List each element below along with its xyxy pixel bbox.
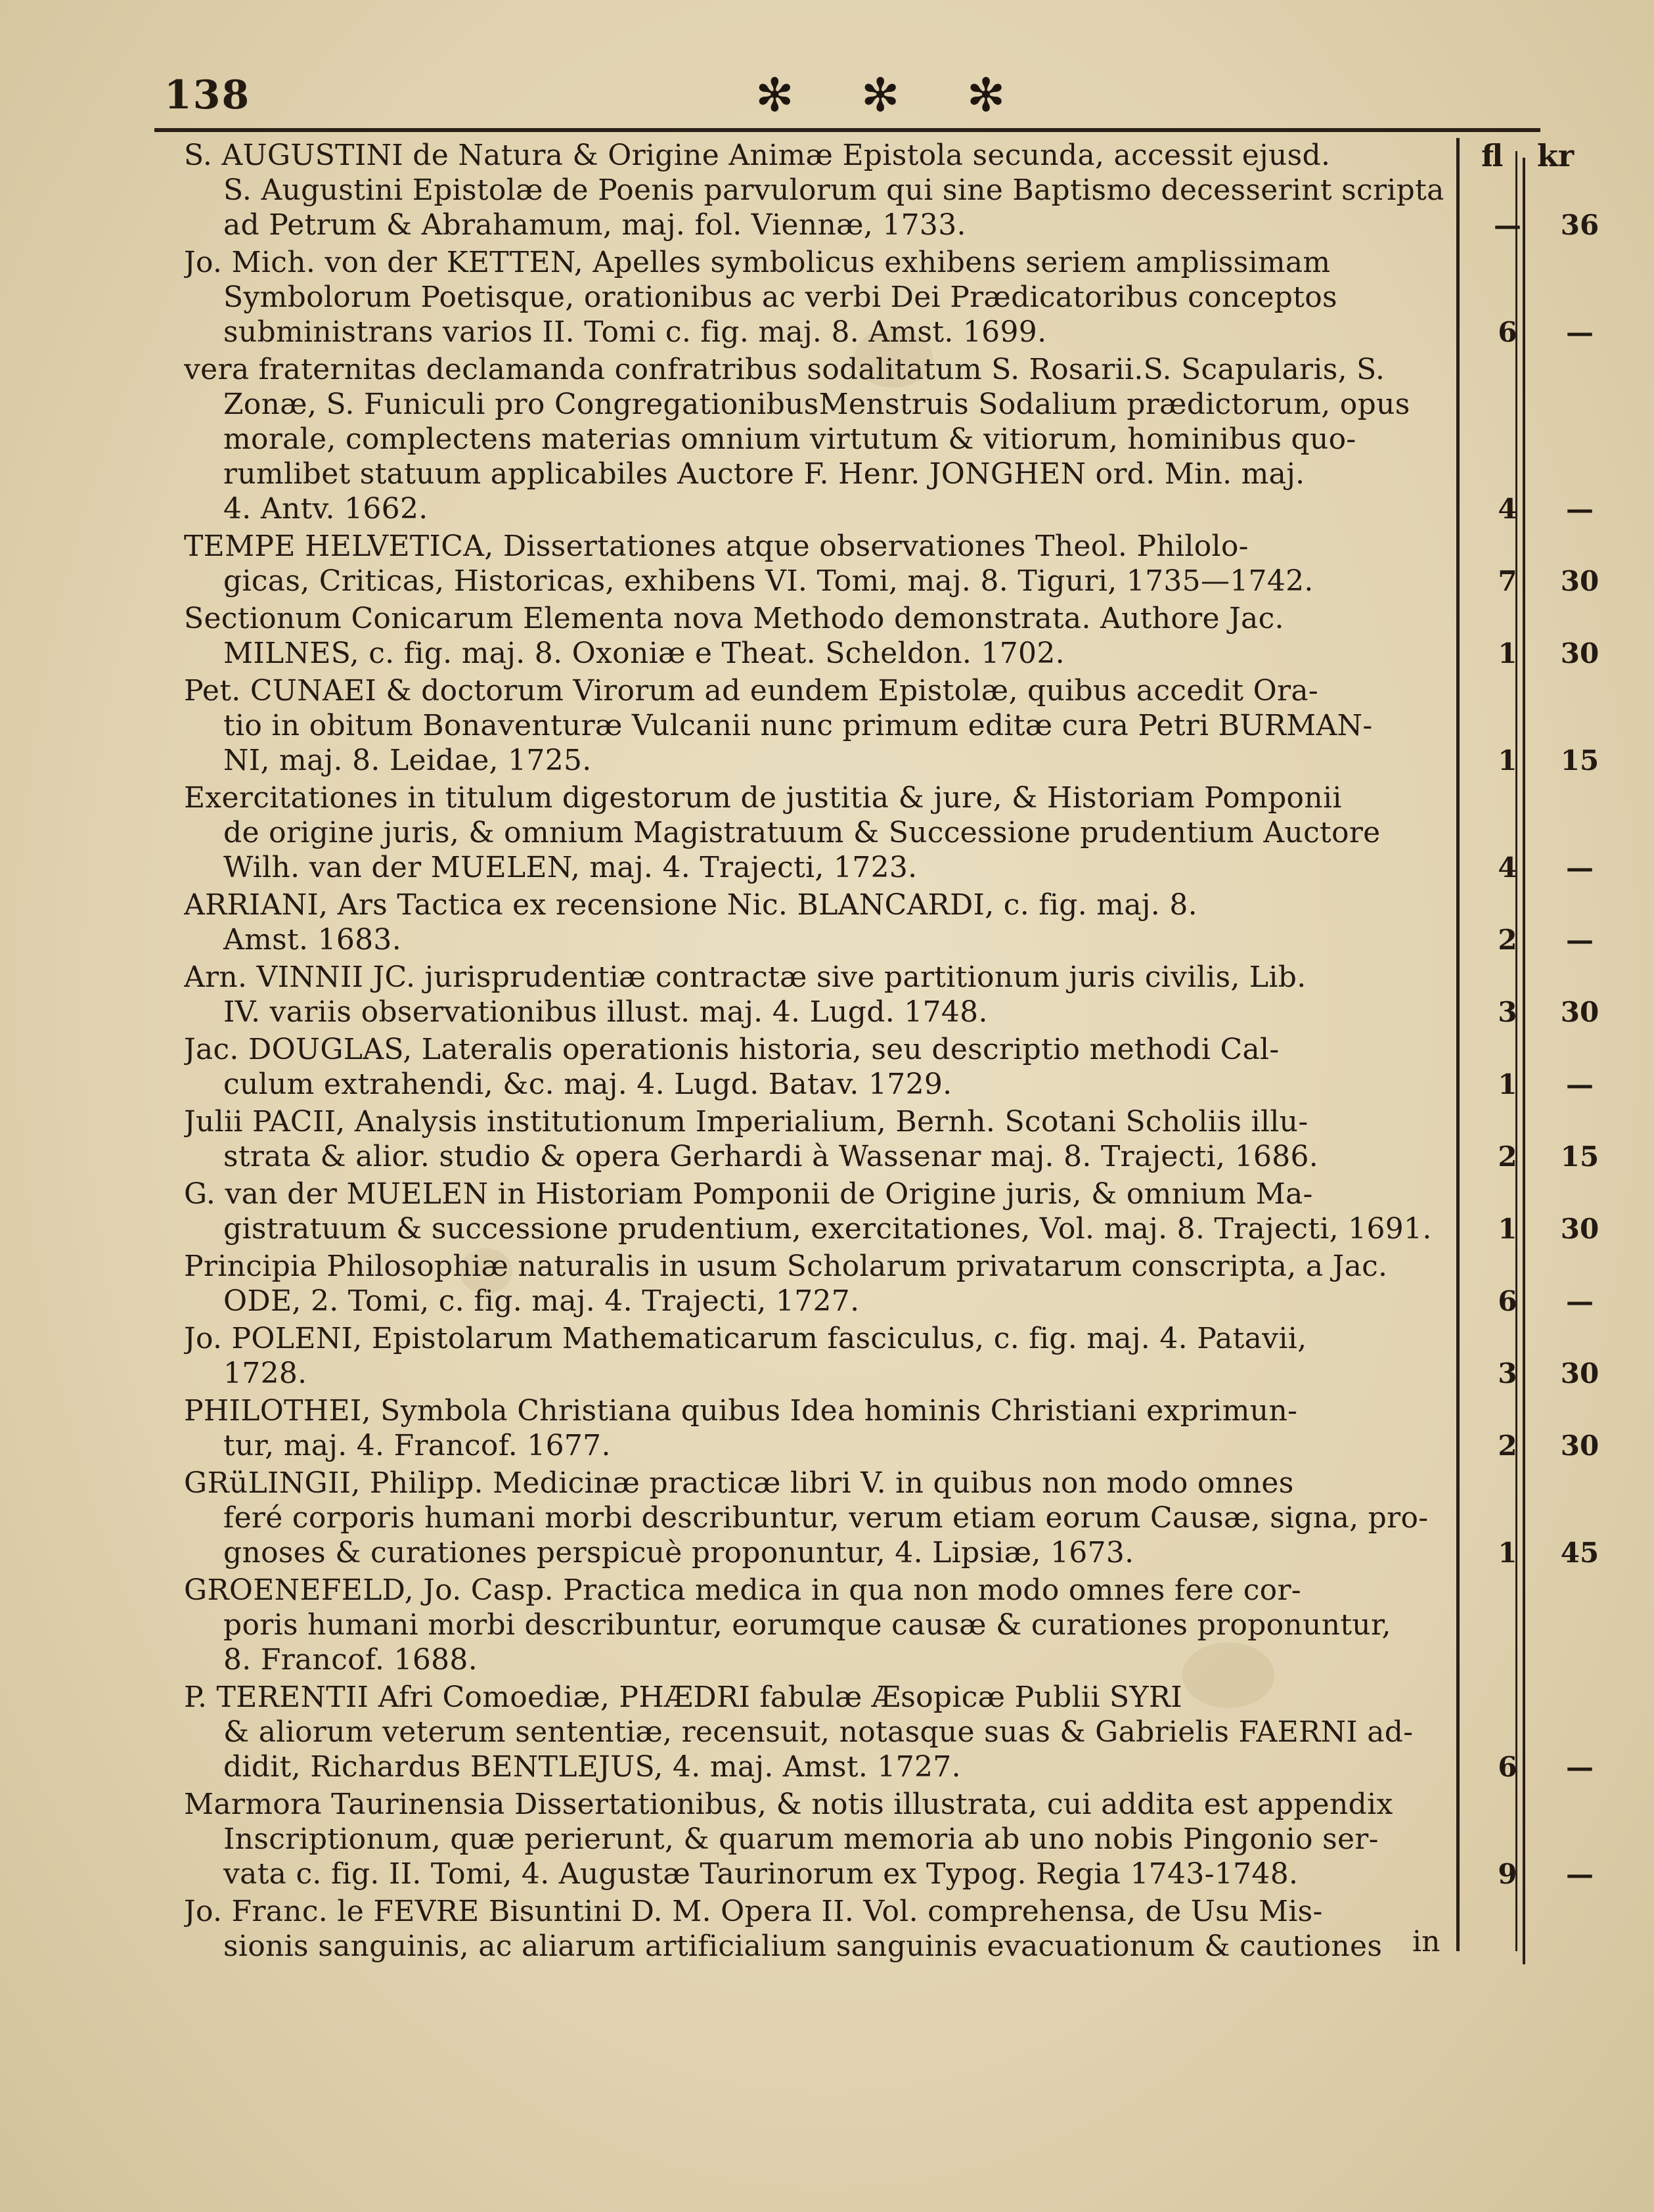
- catalogue-entry: [184, 960, 1599, 1029]
- price-florin: 9: [1498, 1858, 1517, 1890]
- entry-line: S. Augustini Epistolæ de Poenis parvulorum qui sine Baptismo decesserint scripta: [223, 173, 1444, 207]
- entry-line: culum extrahendi, &c. maj. 4. Lugd. Batav. 1729.: [223, 1068, 952, 1101]
- entry-line: gicas, Criticas, Historicas, exhibens VI. Tomi, maj. 8. Tiguri, 1735—1742.: [223, 564, 1314, 598]
- catalogue-entry: [184, 1680, 1594, 1784]
- price-florin: 1: [1498, 744, 1517, 777]
- price-kreuzer: 45: [1560, 1537, 1599, 1569]
- catalogue-entry: [184, 1466, 1599, 1570]
- entry-line: tur, maj. 4. Francof. 1677.: [223, 1429, 611, 1462]
- entry-line: P. TERENTII Afri Comoediæ, PHÆDRI fabulæ Æsopicæ Publii SYRI: [184, 1681, 1182, 1714]
- entry-line: ad Petrum & Abrahamum, maj. fol. Viennæ, 1733.: [223, 208, 966, 242]
- page-number: 138: [164, 72, 251, 118]
- entry-line: 8. Francof. 1688.: [223, 1643, 478, 1677]
- price-florin: 1: [1498, 1213, 1517, 1245]
- entry-line: strata & alior. studio & opera Gerhardi à Wassenar maj. 8. Trajecti, 1686.: [223, 1140, 1319, 1173]
- entry-line: NI, maj. 8. Leidae, 1725.: [223, 744, 592, 777]
- entry-line: S. AUGUSTINI de Natura & Origine Animæ Epistola secunda, accessit ejusd.: [184, 139, 1331, 172]
- catalogue-entry: [184, 1573, 1458, 1677]
- running-head: [164, 68, 1544, 131]
- price-kreuzer: —: [1566, 1858, 1594, 1890]
- entry-line: Jo. POLENI, Epistolarum Mathematicarum fasciculus, c. fig. maj. 4. Patavii,: [184, 1322, 1307, 1355]
- price-kreuzer: —: [1566, 1068, 1594, 1100]
- price-florin: 2: [1498, 1430, 1517, 1462]
- entry-line: Wilh. van der MUELEN, maj. 4. Trajecti, 1723.: [223, 851, 918, 884]
- entry-line: Arn. VINNII JC. jurisprudentiæ contractæ sive partitionum juris civilis, Lib.: [184, 960, 1307, 994]
- entry-line: Amst. 1683.: [223, 923, 401, 957]
- unit-florin-heading: fl: [1481, 138, 1504, 173]
- entry-line: Inscriptionum, quæ perierunt, & quarum memoria ab uno nobis Pingonio ser-: [223, 1822, 1379, 1856]
- entry-line: didit, Richardus BENTLEJUS, 4. maj. Amst. 1727.: [223, 1750, 961, 1784]
- catalogue-entry: [184, 1177, 1599, 1246]
- price-kreuzer: 30: [1560, 996, 1599, 1028]
- entry-line: GRüLINGII, Philipp. Medicinæ practicæ libri V. in quibus non modo omnes: [184, 1466, 1294, 1500]
- price-florin: 2: [1498, 1140, 1517, 1173]
- price-column-rule-right: [1523, 158, 1525, 1964]
- entry-line: Julii PACII, Analysis institutionum Imperialium, Bernh. Scotani Scholiis illu-: [184, 1105, 1308, 1139]
- entry-line: GROENEFELD, Jo. Casp. Practica medica in qua non modo omnes fere cor-: [184, 1573, 1301, 1607]
- catalogue-entry: [184, 529, 1599, 598]
- price-kreuzer: 30: [1560, 637, 1599, 669]
- price-florin: 4: [1498, 851, 1517, 884]
- entry-line: Principia Philosophiæ naturalis in usum Scholarum privatarum conscripta, a Jac.: [184, 1250, 1388, 1283]
- catalogue-entry: [184, 888, 1594, 957]
- catalogue-entry: [184, 1393, 1599, 1463]
- price-florin: —: [1494, 209, 1521, 241]
- price-florin: 1: [1498, 1537, 1517, 1569]
- entry-line: vera fraternitas declamanda confratribus sodalitatum S. Rosarii.S. Scapularis, S.: [184, 353, 1385, 386]
- entry-line: de origine juris, & omnium Magistratuum & Successione prudentium Auctore: [223, 816, 1381, 849]
- catalogue-entry: [184, 601, 1599, 671]
- entry-line: PHILOTHEI, Symbola Christiana quibus Idea hominis Christiani exprimun-: [184, 1394, 1298, 1428]
- price-kreuzer: —: [1566, 924, 1594, 956]
- entry-line: tio in obitum Bonaventuræ Vulcanii nunc primum editæ cura Petri BURMAN-: [223, 709, 1373, 742]
- entry-line: Marmora Taurinensia Dissertationibus, & notis illustrata, cui addita est appendix: [184, 1788, 1393, 1821]
- catalogue-entry: [184, 352, 1594, 526]
- entry-line: IV. variis observationibus illust. maj. 4. Lugd. 1748.: [223, 995, 988, 1029]
- entry-line: gnoses & curationes perspicuè proponuntur, 4. Lipsiæ, 1673.: [223, 1536, 1134, 1569]
- header-rule: [154, 128, 1540, 132]
- price-kreuzer: —: [1566, 1751, 1594, 1783]
- entry-line: Exercitationes in titulum digestorum de justitia & jure, & Historiam Pomponii: [184, 781, 1342, 815]
- price-kreuzer: —: [1566, 493, 1594, 525]
- price-florin: 3: [1498, 1357, 1517, 1389]
- entry-line: ARRIANI, Ars Tactica ex recensione Nic. BLANCARDI, c. fig. maj. 8.: [184, 888, 1197, 922]
- entry-line: MILNES, c. fig. maj. 8. Oxoniæ e Theat. Scheldon. 1702.: [223, 637, 1065, 670]
- entry-line: Jo. Mich. von der KETTEN, Apelles symbolicus exhibens seriem amplissimam: [184, 246, 1331, 279]
- price-kreuzer: 30: [1560, 565, 1599, 597]
- catchword: in: [1412, 1925, 1441, 1958]
- entry-line: 1728.: [223, 1357, 307, 1390]
- entry-line: vata c. fig. II. Tomi, 4. Augustæ Taurinorum ex Typog. Regia 1743-1748.: [223, 1857, 1299, 1891]
- catalogue-entry: [184, 1032, 1594, 1102]
- price-kreuzer: 30: [1560, 1213, 1599, 1245]
- entry-line: G. van der MUELEN in Historiam Pomponii de Origine juris, & omnium Ma-: [184, 1177, 1313, 1211]
- price-florin: 7: [1498, 565, 1517, 597]
- unit-kreuzer-heading: kr: [1537, 138, 1575, 173]
- entry-line: subministrans varios II. Tomi c. fig. maj. 8. Amst. 1699.: [223, 315, 1047, 349]
- price-kreuzer: —: [1566, 316, 1594, 348]
- catalogue-entry: [184, 1321, 1599, 1391]
- header-ornament: ✻ ✻ ✻: [755, 68, 1032, 122]
- entry-line: poris humani morbi describuntur, eorumque causæ & curationes proponuntur,: [223, 1608, 1391, 1642]
- price-florin: 1: [1498, 1068, 1517, 1100]
- entry-line: & aliorum veterum sententiæ, recensuit, notasque suas & Gabrielis FAERNI ad-: [223, 1715, 1414, 1749]
- price-kreuzer: 15: [1560, 1140, 1599, 1173]
- price-kreuzer: —: [1566, 851, 1594, 884]
- price-florin: 6: [1498, 316, 1517, 348]
- price-kreuzer: 15: [1560, 744, 1599, 777]
- entry-line: TEMPE HELVETICA, Dissertationes atque observationes Theol. Philolo-: [184, 530, 1249, 563]
- entry-line: Jac. DOUGLAS, Lateralis operationis historia, seu descriptio methodi Cal-: [184, 1033, 1280, 1066]
- entry-line: feré corporis humani morbi describuntur, verum etiam eorum Causæ, signa, pro-: [223, 1501, 1429, 1535]
- entry-line: Symbolorum Poetisque, orationibus ac verbi Dei Prædicatoribus conceptos: [223, 281, 1337, 314]
- entry-line: ODE, 2. Tomi, c. fig. maj. 4. Trajecti, 1727.: [223, 1284, 860, 1318]
- catalogue-entry: [184, 1104, 1599, 1174]
- entry-line: Pet. CUNAEI & doctorum Virorum ad eundem Epistolæ, quibus accedit Ora-: [184, 674, 1319, 708]
- catalogue-entry: [184, 1249, 1594, 1319]
- catalogue-entry: [184, 780, 1594, 885]
- price-florin: 3: [1498, 996, 1517, 1028]
- price-kreuzer: 30: [1560, 1430, 1599, 1462]
- price-kreuzer: —: [1566, 1285, 1594, 1317]
- entry-line: Zonæ, S. Funiculi pro CongregationibusMenstruis Sodalium prædictorum, opus: [223, 388, 1410, 421]
- price-florin: 6: [1498, 1751, 1517, 1783]
- entry-line: Sectionum Conicarum Elementa nova Methodo demonstrata. Authore Jac.: [184, 602, 1284, 635]
- entry-line: rumlibet statuum applicabiles Auctore F. Henr. JONGHEN ord. Min. maj.: [223, 457, 1305, 491]
- entry-line: 4. Antv. 1662.: [223, 492, 428, 526]
- price-florin: 1: [1498, 637, 1517, 669]
- catalogue-entry: [184, 245, 1594, 350]
- price-florin: 2: [1498, 924, 1517, 956]
- price-florin: 4: [1498, 493, 1517, 525]
- price-column-divider: [1515, 151, 1517, 1951]
- price-kreuzer: 36: [1560, 209, 1599, 241]
- price-kreuzer: 30: [1560, 1357, 1599, 1389]
- price-florin: 6: [1498, 1285, 1517, 1317]
- catalogue-entry: [184, 673, 1599, 778]
- entry-line: morale, complectens materias omnium virtutum & vitiorum, hominibus quo-: [223, 422, 1356, 456]
- entry-line: gistratuum & successione prudentium, exercitationes, Vol. maj. 8. Trajecti, 1691.: [223, 1212, 1432, 1246]
- catalogue-entry: [184, 1787, 1594, 1891]
- catalogue-entry: [184, 1894, 1458, 1964]
- entry-line: Jo. Franc. le FEVRE Bisuntini D. M. Opera II. Vol. comprehensa, de Usu Mis-: [184, 1895, 1323, 1928]
- entry-line: sionis sanguinis, ac aliarum artificialium sanguinis evacuationum & cautiones: [223, 1930, 1383, 1963]
